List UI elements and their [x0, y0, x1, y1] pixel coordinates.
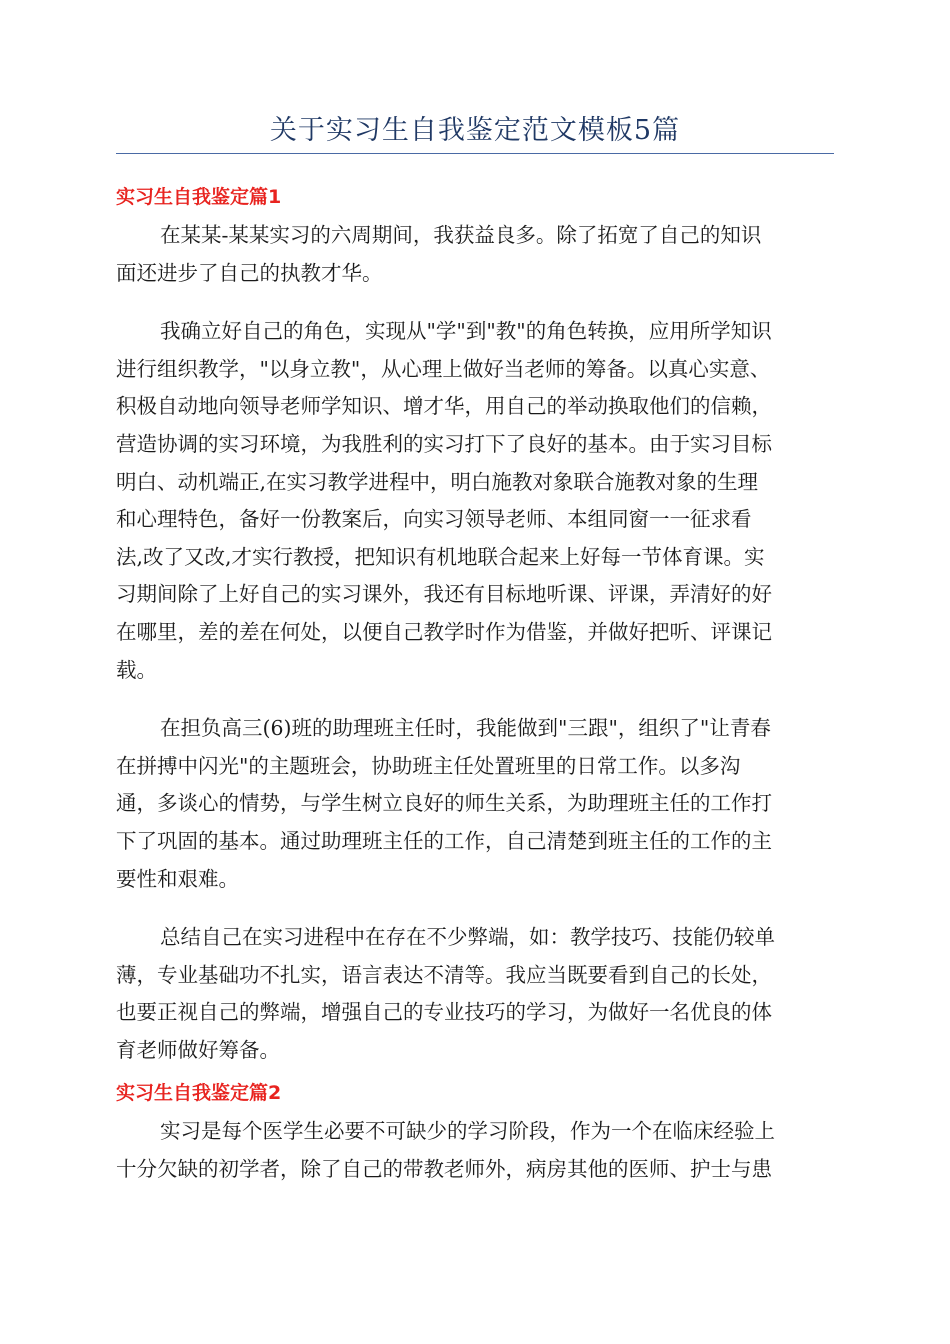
text-line: 也要正视自己的弊端，增强自己的专业技巧的学习，为做好一名优良的体 [116, 1000, 772, 1025]
text-line: 在某某-某某实习的六周期间，我获益良多。除了拓宽了自己的知识 [160, 223, 762, 247]
text-line: 营造协调的实习环境，为我胜利的实习打下了良好的基本。由于实习目标 [116, 431, 772, 456]
text-line: 在拼搏中闪光"的主题班会，协助班主任处置班里的日常工作。以多沟 [116, 753, 741, 778]
section-2-paragraph-1 [116, 1113, 834, 1188]
section-1-paragraph-4 [116, 919, 834, 1069]
text-line: 习期间除了上好自己的实习课外，我还有目标地听课、评课，弄清好的好 [116, 582, 772, 607]
text-line: 进行组织教学，"以身立教"，从心理上做好当老师的筹备。以真心实意、 [116, 356, 771, 381]
text-line: 我确立好自己的角色，实现从"学"到"教"的角色转换，应用所学知识 [160, 319, 772, 344]
section-1-paragraph-3 [116, 710, 834, 898]
text-line: 十分欠缺的初学者，除了自己的带教老师外，病房其他的医师、护士与患 [116, 1157, 772, 1182]
text-line: 面还进步了自己的执教才华。 [116, 260, 383, 285]
text-line: 明白、动机端正,在实习教学进程中，明白施教对象联合施教对象的生理 [116, 469, 759, 494]
text-line: 载。 [116, 657, 157, 682]
document-page [116, 0, 834, 1189]
section-heading-2: 实习生自我鉴定篇2 [116, 1082, 282, 1105]
text-line: 下了巩固的基本。通过助理班主任的工作，自己清楚到班主任的工作的主 [116, 828, 772, 853]
text-line: 实习是每个医学生必要不可缺少的学习阶段，作为一个在临床经验上 [160, 1119, 775, 1144]
text-line: 和心理特色，备好一份教案后，向实习领导老师、本组同窗一一征求看 [116, 507, 752, 532]
text-line: 要性和艰难。 [116, 866, 239, 891]
document-title: 关于实习生自我鉴定范文模板5篇 [269, 115, 681, 146]
text-line: 在担负高三(6)班的助理班主任时，我能做到"三跟"，组织了"让青春 [160, 716, 771, 741]
text-line: 总结自己在实习进程中在存在不少弊端，如：教学技巧、技能仍较单 [160, 925, 775, 950]
section-heading-1: 实习生自我鉴定篇1 [116, 186, 282, 208]
section-1-paragraph-1 [116, 217, 834, 292]
text-line: 薄，专业基础功不扎实，语言表达不清等。我应当既要看到自己的长处， [116, 962, 772, 987]
title-underline [116, 153, 834, 154]
text-line: 通，多谈心的情势，与学生树立良好的师生关系，为助理班主任的工作打 [116, 791, 772, 816]
text-line: 积极自动地向领导老师学知识、增才华，用自己的举动换取他们的信赖， [116, 394, 772, 419]
text-line: 在哪里，差的差在何处，以便自己教学时作为借鉴，并做好把听、评课记 [116, 619, 772, 644]
text-line: 法,改了又改,才实行教授，把知识有机地联合起来上好每一节体育课。实 [116, 544, 765, 569]
text-line: 育老师做好筹备。 [116, 1037, 280, 1062]
section-1-paragraph-2 [116, 313, 834, 689]
